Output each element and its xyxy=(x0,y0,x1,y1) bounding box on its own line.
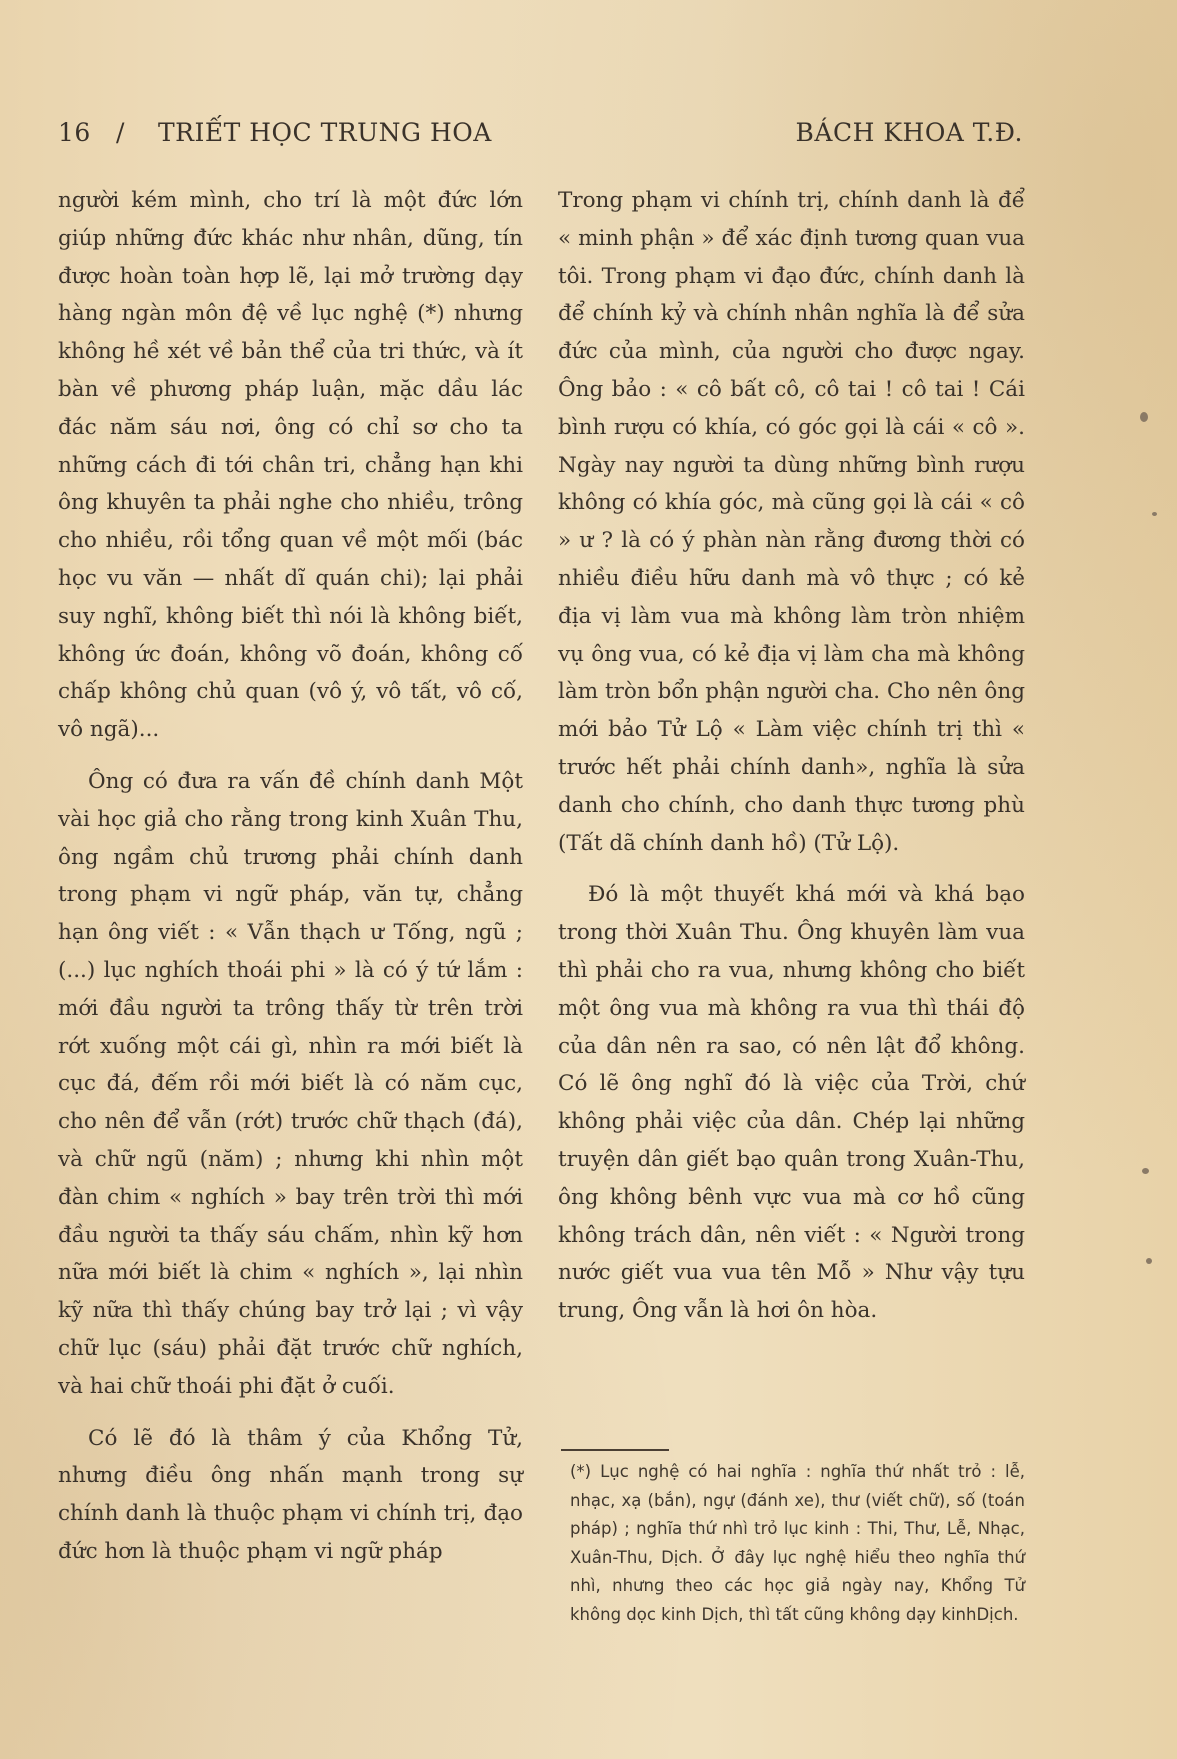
running-title: TRIẾT HỌC TRUNG HOA xyxy=(158,118,492,147)
paper-speck xyxy=(1140,412,1148,422)
paragraph: Ông có đưa ra vấn đề chính danh Một vài học giả cho rằng trong kinh Xuân Thu, ông ngầm chủ trương phải chính danh trong phạm vi ngữ pháp, văn tự, chẳng hạn ông viết : « Vẫn thạch ư Tống, ngũ ; (...) lục nghích thoái phi » là có ý tứ lắm : mới đầu người ta trông thấy từ trên trời rớt xuống một cái gì, nhìn ra mới biết là cục đá, đếm rồi mới biết là có năm cục, cho nên để vẫn (rớt) trước chữ thạch (đá), và chữ ngũ (năm) ; nhưng khi nhìn một đàn chim « nghích » bay trên trời thì mới đầu người ta thấy sáu chấm, nhìn kỹ hơn nữa mới biết là chim « nghích », lại nhìn kỹ nữa thì thấy chúng bay trở lại ; vì vậy chữ lục (sáu) phải đặt trước chữ nghích, và hai chữ thoái phi đặt ở cuối. xyxy=(58,768,523,1399)
paragraph: Đó là một thuyết khá mới và khá bạo trong thời Xuân Thu. Ông khuyên làm vua thì phải cho ra vua, nhưng không cho biết một ông vua mà không ra vua thì thái độ của dân nên ra sao, có nên lật đổ không. Có lẽ ông nghĩ đó là việc của Trời, chứ không phải việc của dân. Chép lại những truyện dân giết bạo quân trong Xuân-Thu, ông không bênh vực vua mà cơ hồ cũng không trách dân, nên viết : « Người trong nước giết vua vua tên Mỗ » Như vậy tựu trung, Ông vẫn là hơi ôn hòa. xyxy=(558,882,1025,1324)
left-column xyxy=(58,182,523,1571)
page-header xyxy=(58,118,1023,154)
paper-speck xyxy=(1152,512,1157,516)
page-number: 16 xyxy=(58,118,91,147)
paper-speck xyxy=(1146,1258,1152,1264)
paragraph: người kém mình, cho trí là một đức lớn giúp những đức khác như nhân, dũng, tín được hoàn toàn hợp lẽ, lại mở trường dạy hàng ngàn môn đệ về lục nghệ (*) nhưng không hề xét về bản thể của tri thức, và ít bàn về phương pháp luận, mặc dầu lác đác năm sáu nơi, ông có chỉ sơ cho ta những cách đi tới chân tri, chẳng hạn khi ông khuyên ta phải nghe cho nhiều, trông cho nhiều, rồi tổng quan về một mối (bác học vu văn — nhất dĩ quán chi); lại phải suy nghĩ, không biết thì nói là không biết, không ức đoán, không võ đoán, không cố chấp không chủ quan (vô ý, vô tất, vô cố, vô ngã)... xyxy=(58,188,523,743)
paper-speck xyxy=(1142,1168,1149,1174)
publication-name: BÁCH KHOA T.Đ. xyxy=(795,118,1023,147)
footnote-divider xyxy=(561,1449,669,1451)
footnote xyxy=(570,1458,1025,1629)
paragraph: Trong phạm vi chính trị, chính danh là để « minh phận » để xác định tương quan vua tôi. Trong phạm vi đạo đức, chính danh là để chính kỷ và chính nhân nghĩa là để sửa đức của mình, của người cho được ngay. Ông bảo : « cô bất cô, cô tai ! cô tai ! Cái bình rượu có khía, có góc gọi là cái « cô ». Ngày nay người ta dùng những bình rượu không có khía góc, mà cũng gọi là cái « cô » ư ? là có ý phàn nàn rằng đương thời có nhiều điều hữu danh mà vô thực ; có kẻ địa vị làm vua mà không làm tròn nhiệm vụ ông vua, có kẻ địa vị làm cha mà không làm tròn bổn phận người cha. Cho nên ông mới bảo Tử Lộ « Làm việc chính trị thì « trước hết phải chính danh», nghĩa là sửa danh cho chính, cho danh thực tương phù (Tất dã chính danh hồ) (Tử Lộ). xyxy=(558,188,1025,856)
footnote-text: (*) Lục nghệ có hai nghĩa : nghĩa thứ nhất trỏ : lễ, nhạc, xạ (bắn), ngự (đánh xe), thư (viết chữ), số (toán pháp) ; nghĩa thứ nhì trỏ lục kinh : Thi, Thư, Lễ, Nhạc, Xuân-Thu, Dịch. Ở đây lục nghệ hiểu theo nghĩa thứ nhì, nhưng theo các học giả ngày nay, Khổng Tử không dọc kinh Dịch, thì tất cũng không dạy kinhDịch. xyxy=(570,1462,1025,1624)
header-separator: / xyxy=(116,118,125,147)
right-column xyxy=(558,182,1025,1330)
paragraph: Có lẽ đó là thâm ý của Khổng Tử, nhưng điều ông nhấn mạnh trong sự chính danh là thuộc phạm vi chính trị, đạo đức hơn là thuộc phạm vi ngữ pháp xyxy=(58,1425,523,1564)
